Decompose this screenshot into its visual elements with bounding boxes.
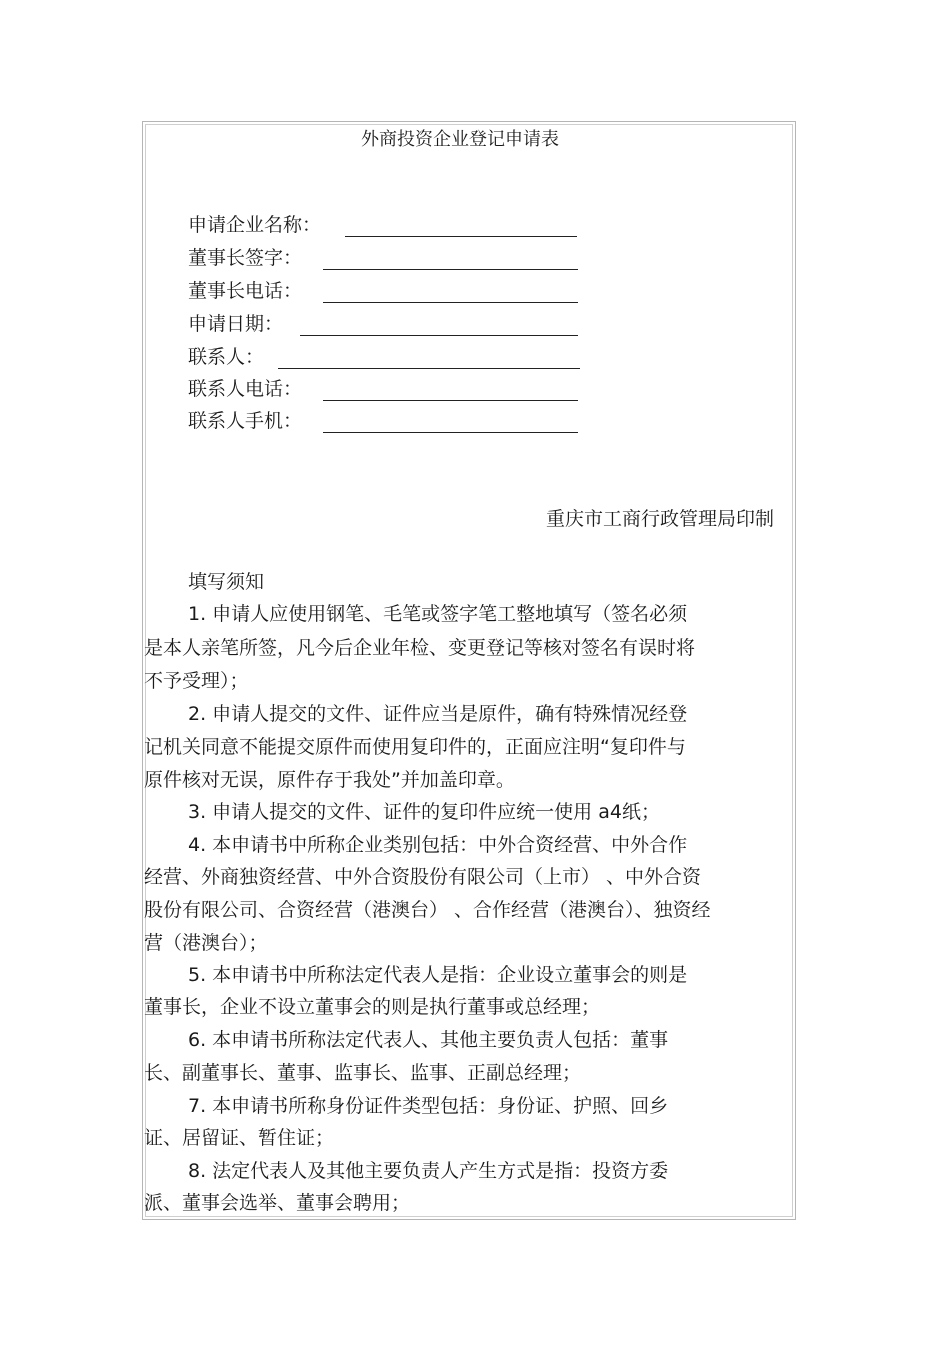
note-line: 4. 本申请书中所称企业类别包括：中外合资经营、中外合作	[188, 834, 688, 856]
note-line: 营（港澳台）；	[144, 932, 268, 954]
note-line: 2. 申请人提交的文件、证件应当是原件，确有特殊情况经登	[188, 703, 688, 725]
note-line: 是本人亲笔所签，凡今后企业年检、变更登记等核对签名有误时将	[144, 637, 696, 659]
note-line: 证、居留证、暂住证；	[144, 1127, 335, 1149]
note-line: 5. 本申请书中所称法定代表人是指：企业设立董事会的则是	[188, 964, 688, 986]
contact-person-field[interactable]	[278, 368, 580, 369]
company-name-label: 申请企业名称：	[188, 214, 322, 236]
contact-phone-field[interactable]	[323, 400, 578, 401]
contact-phone-label: 联系人电话：	[188, 378, 303, 400]
note-line: 不予受理）；	[144, 670, 249, 692]
notes-title: 填写须知	[188, 571, 265, 593]
chairman-phone-label: 董事长电话：	[188, 280, 303, 302]
note-line: 3. 申请人提交的文件、证件的复印件应统一使用 a4纸；	[188, 801, 660, 823]
application-date-field[interactable]	[300, 335, 578, 336]
form-title: 外商投资企业登记申请表	[361, 129, 559, 150]
contact-person-label: 联系人：	[188, 346, 265, 368]
note-line: 经营、外商独资经营、中外合资股份有限公司（上市） 、中外合资	[144, 866, 702, 888]
application-date-label: 申请日期：	[188, 313, 284, 335]
note-line: 派、董事会选举、董事会聘用；	[144, 1192, 411, 1214]
contact-mobile-field[interactable]	[323, 432, 578, 433]
note-line: 6. 本申请书所称法定代表人、其他主要负责人包括：董事	[188, 1029, 669, 1051]
note-line: 原件核对无误，原件存于我处”并加盖印章。	[144, 769, 515, 791]
note-line: 股份有限公司、合资经营（港澳台） 、合作经营（港澳台）、独资经	[144, 899, 711, 921]
issuer-text: 重庆市工商行政管理局印制	[545, 508, 774, 530]
note-line: 长、副董事长、董事、监事长、监事、正副总经理；	[144, 1062, 582, 1084]
note-line: 8. 法定代表人及其他主要负责人产生方式是指：投资方委	[188, 1160, 669, 1182]
chairman-phone-field[interactable]	[323, 302, 578, 303]
note-line: 记机关同意不能提交原件而使用复印件的，正面应注明“复印件与	[144, 736, 686, 758]
chairman-signature-field[interactable]	[323, 269, 578, 270]
note-line: 董事长，企业不设立董事会的则是执行董事或总经理；	[144, 996, 601, 1018]
note-line: 1. 申请人应使用钢笔、毛笔或签字笔工整地填写（签名必须	[188, 603, 688, 625]
company-name-field[interactable]	[345, 236, 577, 237]
contact-mobile-label: 联系人手机：	[188, 410, 303, 432]
chairman-signature-label: 董事长签字：	[188, 247, 303, 269]
note-line: 7. 本申请书所称身份证件类型包括：身份证、护照、回乡	[188, 1095, 669, 1117]
